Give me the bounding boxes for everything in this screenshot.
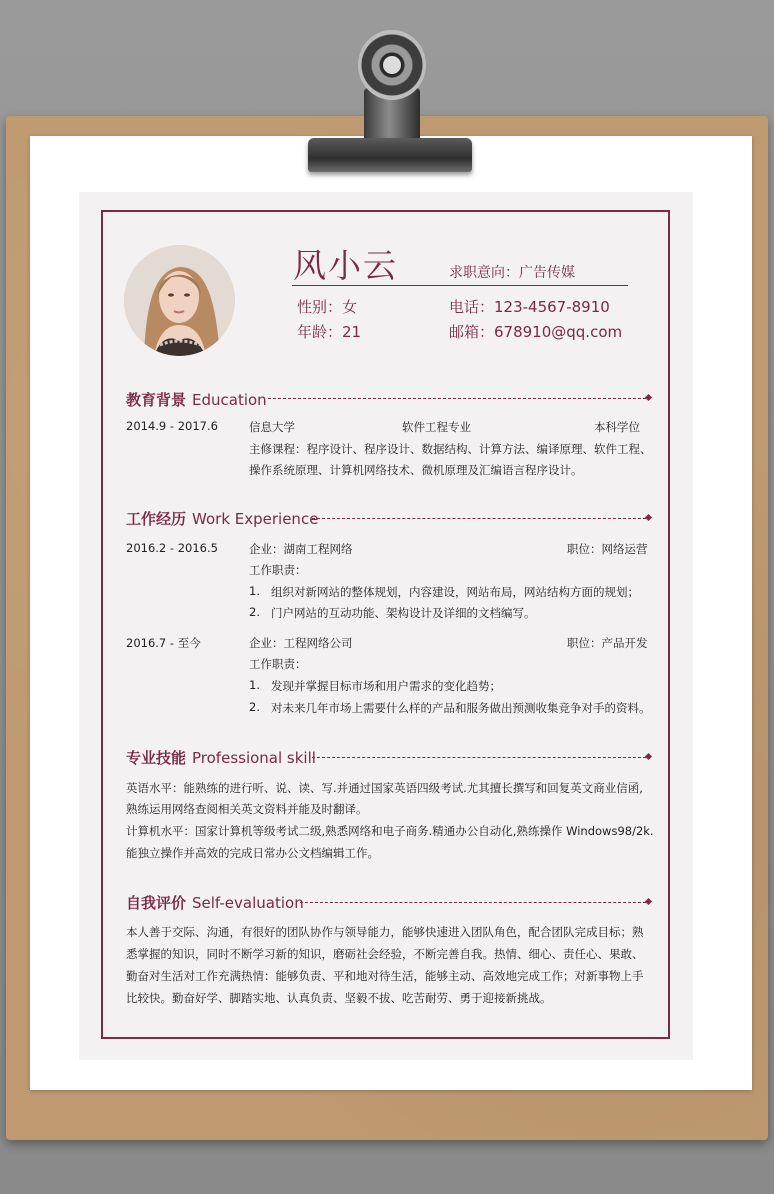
email: 邮箱：678910@qq.com bbox=[449, 323, 623, 341]
edu-major: 软件工程专业 bbox=[402, 420, 471, 434]
edu-period: 2014.9 - 2017.6 bbox=[126, 419, 218, 433]
edu-school: 信息大学 bbox=[249, 420, 295, 434]
section-title-en: Professional skill bbox=[192, 749, 316, 767]
skill-line: 计算机水平：国家计算机等级考试二级,熟悉网络和电子商务.精通办公自动化,熟练操作 Windows98/2k. bbox=[126, 824, 654, 838]
section-divider bbox=[312, 757, 646, 758]
job-duties-label: 工作职责： bbox=[249, 563, 307, 577]
edu-courses-line: 主修课程：程序设计、程序设计、数据结构、计算方法、编译原理、软件工程、 bbox=[249, 442, 652, 456]
section-title-cn: 专业技能 bbox=[126, 749, 187, 767]
binder-clip-base bbox=[308, 138, 472, 172]
job-position: 职位：网络运营 bbox=[567, 542, 648, 556]
section-title-cn: 工作经历 bbox=[126, 510, 187, 528]
duty-text: 组织对新网站的整体规划，内容建设，网站布局，网站结构方面的规划； bbox=[271, 585, 639, 599]
section-title-self bbox=[126, 892, 304, 913]
skill-line: 英语水平：能熟练的进行听、说、读、写.并通过国家英语四级考试.尤其擅长撰写和回复英文商业信函, bbox=[126, 781, 643, 795]
self-eval-line: 勤奋对生活对工作充满热情：能够负责、平和地对待生活，能够主动、高效地完成工作；对新事物上手 bbox=[126, 969, 644, 983]
section-divider bbox=[268, 398, 646, 399]
skill-line: 熟练运用网络查阅相关英文资料并能及时翻译。 bbox=[126, 802, 368, 816]
duty-number: 1. bbox=[249, 678, 260, 692]
job-objective: 求职意向：广告传媒 bbox=[449, 265, 575, 281]
avatar bbox=[124, 245, 235, 356]
section-title-en: Education bbox=[192, 391, 267, 409]
header-divider bbox=[292, 285, 628, 286]
job-position: 职位：产品开发 bbox=[567, 636, 648, 650]
self-eval-line: 本人善于交际、沟通，有很好的团队协作与领导能力，能够快速进入团队角色，配合团队完成目标；熟 bbox=[126, 925, 644, 939]
section-title-en: Self-evaluation bbox=[192, 894, 304, 912]
self-eval-line: 悉掌握的知识，同时不断学习新的知识，磨砺社会经验，不断完善自我。热情、细心、责任心、果敢、 bbox=[126, 947, 644, 961]
duty-text: 发现并掌握目标市场和用户需求的变化趋势； bbox=[271, 679, 501, 693]
duty-number: 1. bbox=[249, 584, 260, 598]
binder-clip-hole bbox=[383, 56, 401, 74]
duty-number: 2. bbox=[249, 700, 260, 714]
portrait-icon bbox=[124, 245, 235, 356]
phone: 电话：123-4567-8910 bbox=[449, 298, 610, 316]
section-title-education bbox=[126, 389, 267, 410]
section-title-en: Work Experience bbox=[192, 510, 319, 528]
job-company: 企业：湖南工程网络 bbox=[249, 542, 353, 556]
section-title-cn: 教育背景 bbox=[126, 391, 187, 409]
duty-text: 门户网站的互动功能、架构设计及详细的文档编写。 bbox=[271, 606, 536, 620]
job-duties-label: 工作职责： bbox=[249, 657, 307, 671]
job-period: 2016.7 - 至今 bbox=[126, 636, 201, 650]
section-title-skills bbox=[126, 747, 316, 768]
job-period: 2016.2 - 2016.5 bbox=[126, 541, 218, 555]
candidate-name: 风小云 bbox=[293, 246, 398, 285]
section-divider bbox=[312, 518, 646, 519]
gender: 性别：女 bbox=[297, 298, 358, 316]
edu-courses-line: 操作系统原理、计算机网络技术、微机原理及汇编语言程序设计。 bbox=[249, 463, 583, 477]
duty-text: 对未来几年市场上需要什么样的产品和服务做出预测收集竞争对手的资料。 bbox=[271, 701, 651, 715]
skill-line: 能独立操作并高效的完成日常办公文档编辑工作。 bbox=[126, 846, 379, 860]
edu-degree: 本科学位 bbox=[594, 420, 640, 434]
job-company: 企业：工程网络公司 bbox=[249, 636, 353, 650]
self-eval-line: 比较快。勤奋好学、脚踏实地、认真负责、坚毅不拔、吃苦耐劳、勇于迎接新挑战。 bbox=[126, 991, 552, 1005]
section-divider bbox=[300, 902, 646, 903]
age: 年龄：21 bbox=[297, 323, 362, 341]
section-title-cn: 自我评价 bbox=[126, 894, 187, 912]
section-title-work bbox=[126, 508, 318, 529]
duty-number: 2. bbox=[249, 605, 260, 619]
